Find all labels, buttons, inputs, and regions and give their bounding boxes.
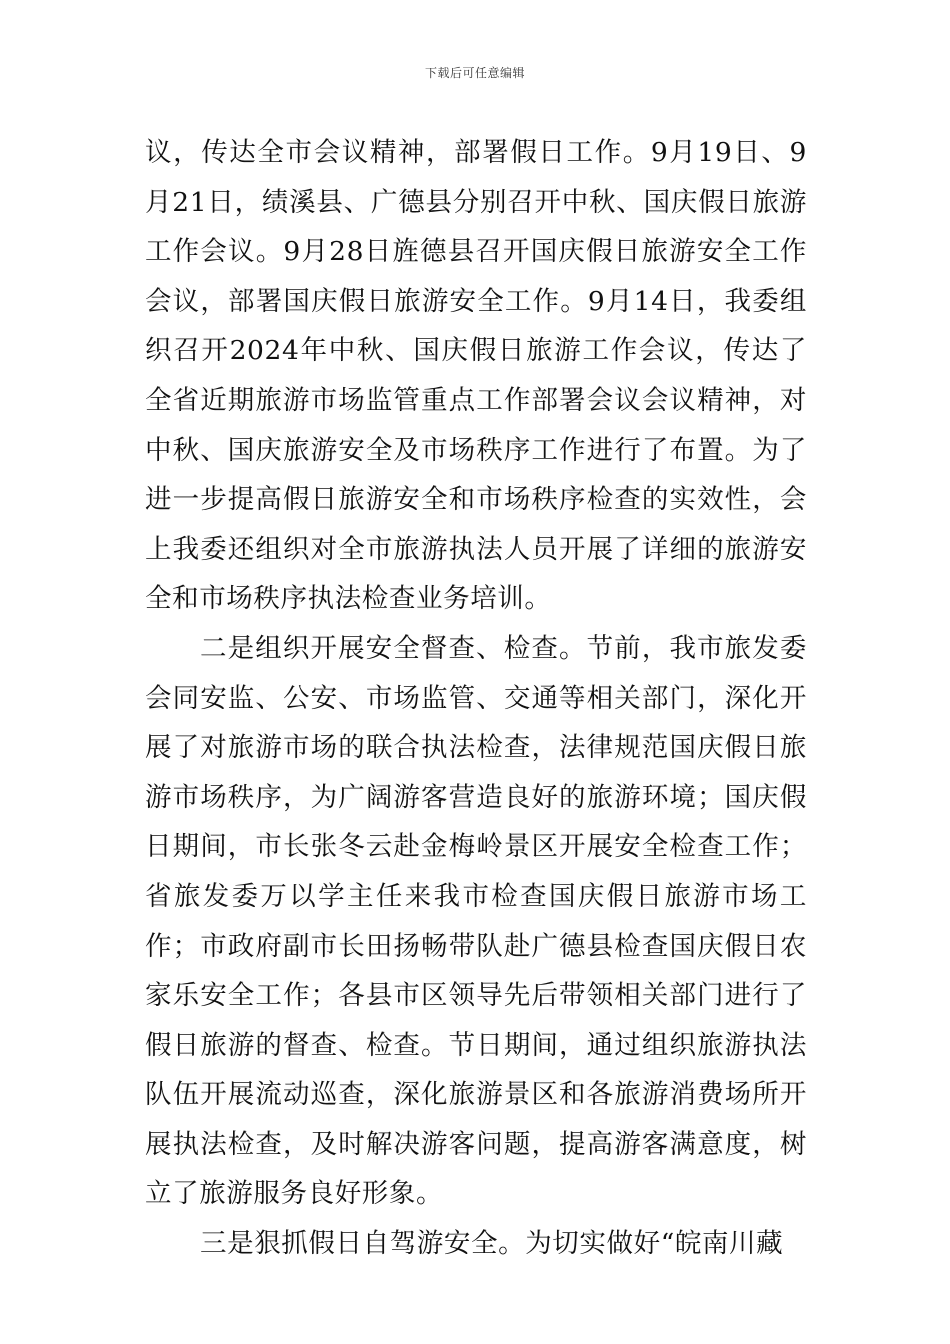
paragraph-self-driving-safety: 三是狠抓假日自驾游安全。为切实做好“皖南川藏 (200, 1228, 784, 1260)
paragraph-continued: 议，传达全市会议精神，部署假日工作。9月19日、9月21日，绩溪县、广德县分别召开中秋、国庆假日旅游工作会议。9月28日旌德县召开国庆假日旅游安全工作会议，部署国庆假日旅游安全工作。9月14日，我委组织召开2024年中秋、国庆假日旅游工作会议，传达了全省近期旅游市场监管重点工作部署会议会议精神，对中秋、国庆旅游安全及市场秩序工作进行了布置。为了进一步提高假日旅游安全和市场秩序检查的实效性，会上我委还组织对全市旅游执法人员开展了详细的旅游安全和市场秩序执法检查业务培训。 (145, 137, 807, 615)
paragraph-safety-inspection: 二是组织开展安全督查、检查。节前，我市旅发委会同安监、公安、市场监管、交通等相关部门，深化开展了对旅游市场的联合执法检查，法律规范国庆假日旅游市场秩序，为广阔游客营造良好的旅游环境；国庆假日期间，市长张冬云赴金梅岭景区开展安全检查工作；省旅发委万以学主任来我市检查国庆假日旅游市场工作；市政府副市长田扬畅带队赴广德县检查国庆假日农家乐安全工作；各县市区领导先后带领相关部门进行了假日旅游的督查、检查。节日期间，通过组织旅游执法队伍开展流动巡查，深化旅游景区和各旅游消费场所开展执法检查，及时解决游客问题，提高游客满意度，树立了旅游服务良好形象。 (145, 632, 807, 1210)
page-header: 下载后可任意编辑 (424, 66, 525, 80)
document-body (145, 128, 807, 1269)
